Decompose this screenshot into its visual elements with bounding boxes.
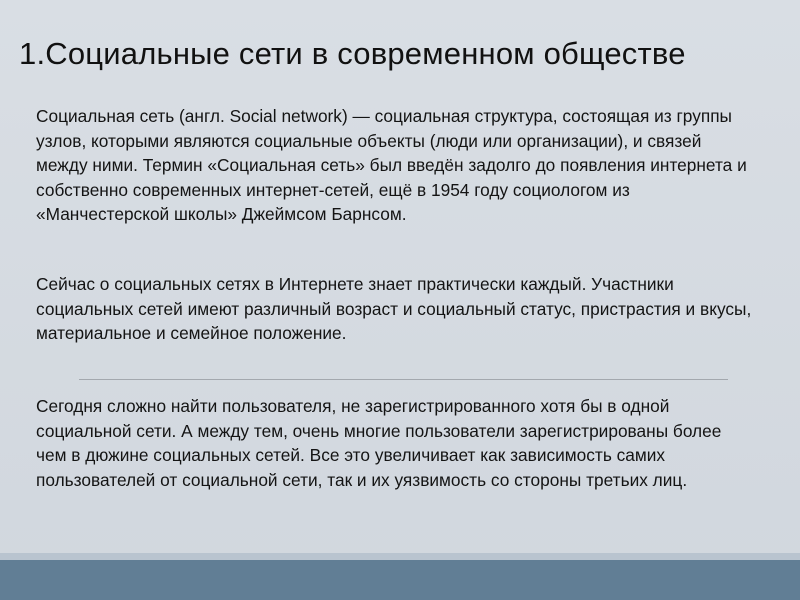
- paragraph-users: Сейчас о социальных сетях в Интернете знает практически каждый. Участники социальных сетей имеют различный возраст и социальный статус, пристрастия и вкусы, материальное и семейное положение.: [36, 274, 752, 343]
- paragraph-definition: Социальная сеть (англ. Social network) — социальная структура, состоящая из группы узлов, которыми являются социальные объекты (люди или организации), и связей между ними. Термин «Социальная сеть» был введён задолго до появления интернета и собственно современных интернет-сетей, ещё в 1954 году социологом из «Манчестерской школы» Джеймсом Барнсом.: [36, 106, 747, 224]
- paragraph-registration: Сегодня сложно найти пользователя, не зарегистрированного хотя бы в одной социальной сети. А между тем, очень многие пользователи зарегистрированы более чем в дюжине социальных сетей. Все это увеличивает как зависимость самих пользователей от социальной сети, так и их уязвимость со стороны третьих лиц.: [36, 396, 722, 490]
- slide-title: 1.Социальные сети в современном обществе: [19, 36, 686, 71]
- footer-accent-strip: [0, 553, 800, 560]
- footer-band: [0, 560, 800, 600]
- divider-line: [79, 379, 728, 380]
